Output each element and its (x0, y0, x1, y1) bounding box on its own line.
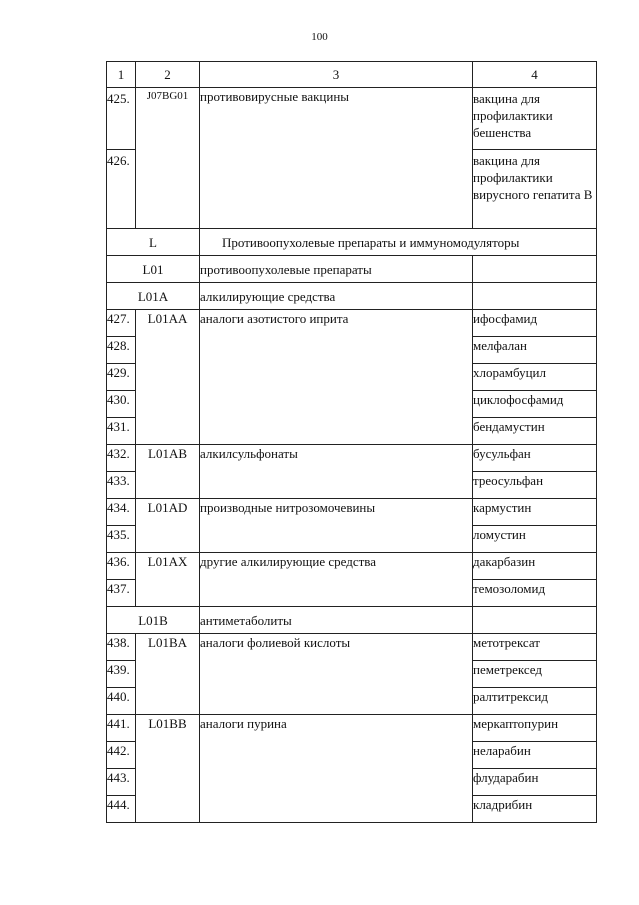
table-row (107, 553, 597, 580)
page-number: 100 (311, 31, 328, 43)
table-row (107, 445, 597, 472)
drug-name: темозоломид (473, 580, 597, 607)
section-row (107, 229, 597, 256)
row-number: 444. (107, 796, 136, 823)
drug-name: меркаптопурин (473, 715, 597, 742)
atc-description: другие алкилирующие средства (200, 553, 473, 607)
row-number: 440. (107, 688, 136, 715)
drug-name: ралтитрексид (473, 688, 597, 715)
row-number: 434. (107, 499, 136, 526)
atc-description: противовирусные вакцины (200, 88, 473, 229)
atc-code: L01AB (136, 445, 200, 499)
table-row (107, 310, 597, 337)
row-number: 436. (107, 553, 136, 580)
section-code: L01A (107, 283, 200, 310)
drug-table (106, 61, 597, 823)
drug-name: хлорамбуцил (473, 364, 597, 391)
row-number: 442. (107, 742, 136, 769)
section-description: алкилирующие средства (200, 283, 473, 310)
table-row (107, 88, 597, 150)
drug-name: ифосфамид (473, 310, 597, 337)
section-description: Противоопухолевые препараты и иммуномодуляторы (200, 229, 597, 256)
table-row (107, 715, 597, 742)
row-number: 431. (107, 418, 136, 445)
section-code: L01 (107, 256, 200, 283)
atc-code: L01AD (136, 499, 200, 553)
header-col-4: 4 (473, 62, 597, 88)
header-col-2: 2 (136, 62, 200, 88)
atc-description: аналоги азотистого иприта (200, 310, 473, 445)
row-number: 437. (107, 580, 136, 607)
drug-name: пеметрексед (473, 661, 597, 688)
atc-code: L01BA (136, 634, 200, 715)
drug-name: неларабин (473, 742, 597, 769)
header-row (107, 62, 597, 88)
drug-name: мелфалан (473, 337, 597, 364)
atc-code: J07BG01 (136, 88, 200, 229)
row-number: 438. (107, 634, 136, 661)
drug-name: вакцина для профилактики вирусного гепатита B (473, 150, 597, 229)
row-number: 425. (107, 88, 136, 150)
empty-cell (473, 607, 597, 634)
drug-name: циклофосфамид (473, 391, 597, 418)
header-col-1: 1 (107, 62, 136, 88)
atc-description: производные нитрозомочевины (200, 499, 473, 553)
section-row (107, 607, 597, 634)
atc-code: L01BB (136, 715, 200, 823)
section-row (107, 283, 597, 310)
atc-code: L01AX (136, 553, 200, 607)
row-number: 426. (107, 150, 136, 229)
drug-name: метотрексат (473, 634, 597, 661)
drug-name: треосульфан (473, 472, 597, 499)
atc-description: аналоги фолиевой кислоты (200, 634, 473, 715)
drug-name: бендамустин (473, 418, 597, 445)
row-number: 435. (107, 526, 136, 553)
empty-cell (473, 283, 597, 310)
row-number: 432. (107, 445, 136, 472)
section-code: L (107, 229, 200, 256)
row-number: 441. (107, 715, 136, 742)
atc-code: L01AA (136, 310, 200, 445)
drug-name: дакарбазин (473, 553, 597, 580)
atc-description: аналоги пурина (200, 715, 473, 823)
section-description: антиметаболиты (200, 607, 473, 634)
row-number: 439. (107, 661, 136, 688)
drug-name: кармустин (473, 499, 597, 526)
table-row (107, 499, 597, 526)
drug-name: кладрибин (473, 796, 597, 823)
row-number: 429. (107, 364, 136, 391)
section-code: L01B (107, 607, 200, 634)
row-number: 443. (107, 769, 136, 796)
drug-name: вакцина для профилактики бешенства (473, 88, 597, 150)
table-row (107, 634, 597, 661)
row-number: 428. (107, 337, 136, 364)
drug-name: ломустин (473, 526, 597, 553)
drug-name: бусульфан (473, 445, 597, 472)
row-number: 430. (107, 391, 136, 418)
drug-name: флударабин (473, 769, 597, 796)
section-description: противоопухолевые препараты (200, 256, 473, 283)
empty-cell (473, 256, 597, 283)
section-row (107, 256, 597, 283)
row-number: 433. (107, 472, 136, 499)
row-number: 427. (107, 310, 136, 337)
header-col-3: 3 (200, 62, 473, 88)
atc-description: алкилсульфонаты (200, 445, 473, 499)
